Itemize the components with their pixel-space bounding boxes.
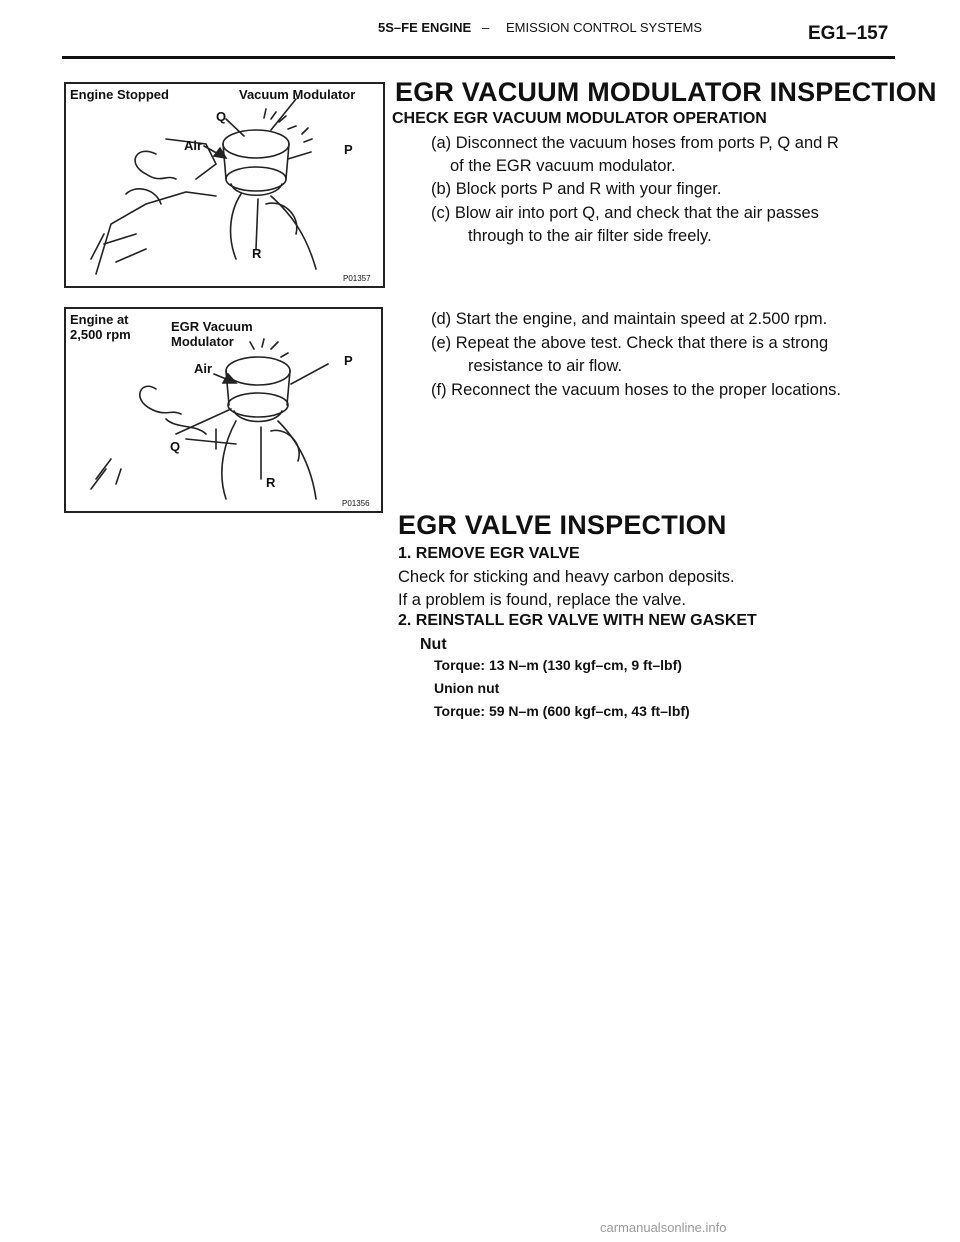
watermark: carmanualsonline.info bbox=[600, 1220, 727, 1235]
step-a-line1: (a) Disconnect the vacuum hoses from ports P, Q and R bbox=[431, 134, 839, 152]
modulator-title: EGR VACUUM MODULATOR INSPECTION bbox=[395, 77, 937, 107]
figure1-port-r: R bbox=[252, 246, 262, 261]
step-e-line2: resistance to air flow. bbox=[468, 357, 623, 375]
figure1-port-q: Q bbox=[216, 109, 227, 124]
figure1-state-label: Engine Stopped bbox=[70, 87, 169, 102]
modulator-subtitle: CHECK EGR VACUUM MODULATOR OPERATION bbox=[392, 110, 767, 127]
step-c-line2: through to the air filter side freely. bbox=[468, 227, 712, 245]
valve-title: EGR VALVE INSPECTION bbox=[398, 510, 727, 540]
figure-engine-stopped bbox=[64, 82, 385, 288]
figure1-code: P01357 bbox=[343, 274, 371, 283]
valve-step1: 1. REMOVE EGR VALVE bbox=[398, 545, 580, 562]
torque-nut: Torque: 13 N–m (130 kgf–cm, 9 ft–lbf) bbox=[434, 657, 682, 673]
header-section: 5S–FE ENGINE bbox=[378, 20, 472, 35]
step-f: (f) Reconnect the vacuum hoses to the proper locations. bbox=[431, 381, 841, 399]
figure-engine-2500rpm bbox=[64, 307, 383, 513]
figure2-state-label: Engine at 2,500 rpm bbox=[70, 312, 131, 342]
header-rule bbox=[62, 56, 895, 59]
torque-union-nut: Torque: 59 N–m (600 kgf–cm, 43 ft–lbf) bbox=[434, 703, 690, 719]
figure2-port-r: R bbox=[266, 475, 276, 490]
figure2-code: P01356 bbox=[342, 499, 370, 508]
nut-label: Nut bbox=[420, 636, 447, 653]
figure2-port-p: P bbox=[344, 353, 353, 368]
figure1-port-p: P bbox=[344, 142, 353, 157]
step-a-line2: of the EGR vacuum modulator. bbox=[450, 157, 676, 175]
step-c-line1: (c) Blow air into port Q, and check that the air passes bbox=[431, 204, 819, 222]
figure1-part-label: Vacuum Modulator bbox=[239, 87, 356, 102]
valve-step2: 2. REINSTALL EGR VALVE WITH NEW GASKET bbox=[398, 612, 757, 629]
figure2-part-label: EGR Vacuum Modulator bbox=[171, 319, 253, 349]
step-e-line1: (e) Repeat the above test. Check that there is a strong bbox=[431, 334, 829, 352]
step-d: (d) Start the engine, and maintain speed at 2.500 rpm. bbox=[431, 310, 828, 328]
figure2-port-q: Q bbox=[170, 439, 181, 454]
step-b: (b) Block ports P and R with your finger. bbox=[431, 180, 722, 198]
page-number: EG1–157 bbox=[808, 23, 889, 44]
valve-check: Check for sticking and heavy carbon deposits. bbox=[398, 568, 735, 586]
valve-replace: If a problem is found, replace the valve. bbox=[398, 591, 686, 609]
union-nut-label: Union nut bbox=[434, 680, 500, 696]
header-dash: – bbox=[482, 20, 490, 35]
figure2-air-label: Air bbox=[194, 361, 213, 376]
figure1-air-label: Air bbox=[184, 138, 203, 153]
header-system: EMISSION CONTROL SYSTEMS bbox=[506, 20, 702, 35]
